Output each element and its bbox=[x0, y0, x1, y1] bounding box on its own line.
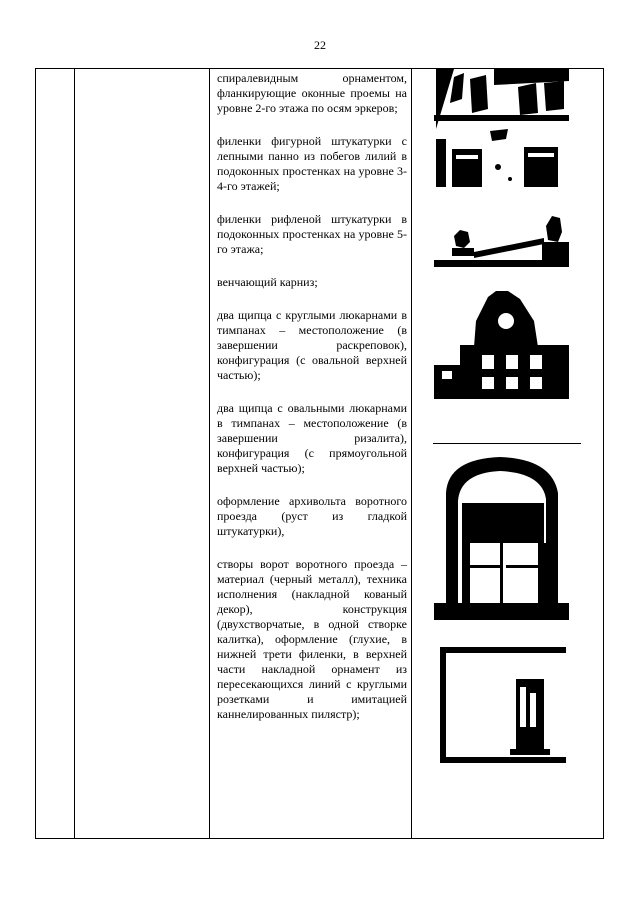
list-item: оформление архивольта воротного проезда (руст из гладкой штукатурки), bbox=[217, 494, 407, 538]
list-item: два щипца с круглыми люкарнами в тимпанах – местоположение (в завершении раскреповок), конфигурация (с овальной верхней частью); bbox=[217, 308, 407, 382]
column-divider bbox=[74, 69, 75, 838]
list-item: спиралевидным орнаментом, фланкирующие оконные проемы на уровне 2-го этажа по осям эркеров; bbox=[217, 71, 407, 115]
column-divider bbox=[411, 69, 412, 838]
facade-photo-bay-windows bbox=[434, 69, 569, 187]
roofline-gables-photo bbox=[434, 212, 569, 267]
list-item: филенки рифленой штукатурки в подоконных простенках на уровне 5-го этажа; bbox=[217, 212, 407, 256]
gate-archivolt-photo bbox=[434, 453, 569, 620]
column-divider bbox=[209, 69, 210, 838]
gable-round-dormer-photo bbox=[434, 291, 569, 399]
list-item: венчающий карниз; bbox=[217, 275, 318, 289]
image-separator-line bbox=[433, 443, 581, 444]
list-item: створы ворот воротного проезда – материал (черный металл), техника исполнения (накладной кованый декор), конструкция (двухстворчатые, в одной створке калитка), оформление (глухие, в нижней трети филенки, в верхней части накладной орнамент из пересекающихся линий с круглыми розетками и имитацией каннелированных пилястр); bbox=[217, 557, 407, 721]
gate-doors-photo bbox=[440, 647, 566, 763]
list-item: два щипца с овальными люкарнами в тимпанах – местоположение (в завершении ризалита), конфигурация (с прямоугольной верхней частью); bbox=[217, 401, 407, 475]
list-item: филенки фигурной штукатурки с лепными панно из побегов лилий в подоконных простенках на уровне 3-4-го этажей; bbox=[217, 134, 407, 193]
description-column bbox=[217, 71, 407, 740]
page-number: 22 bbox=[314, 38, 326, 52]
document-table bbox=[35, 68, 604, 839]
